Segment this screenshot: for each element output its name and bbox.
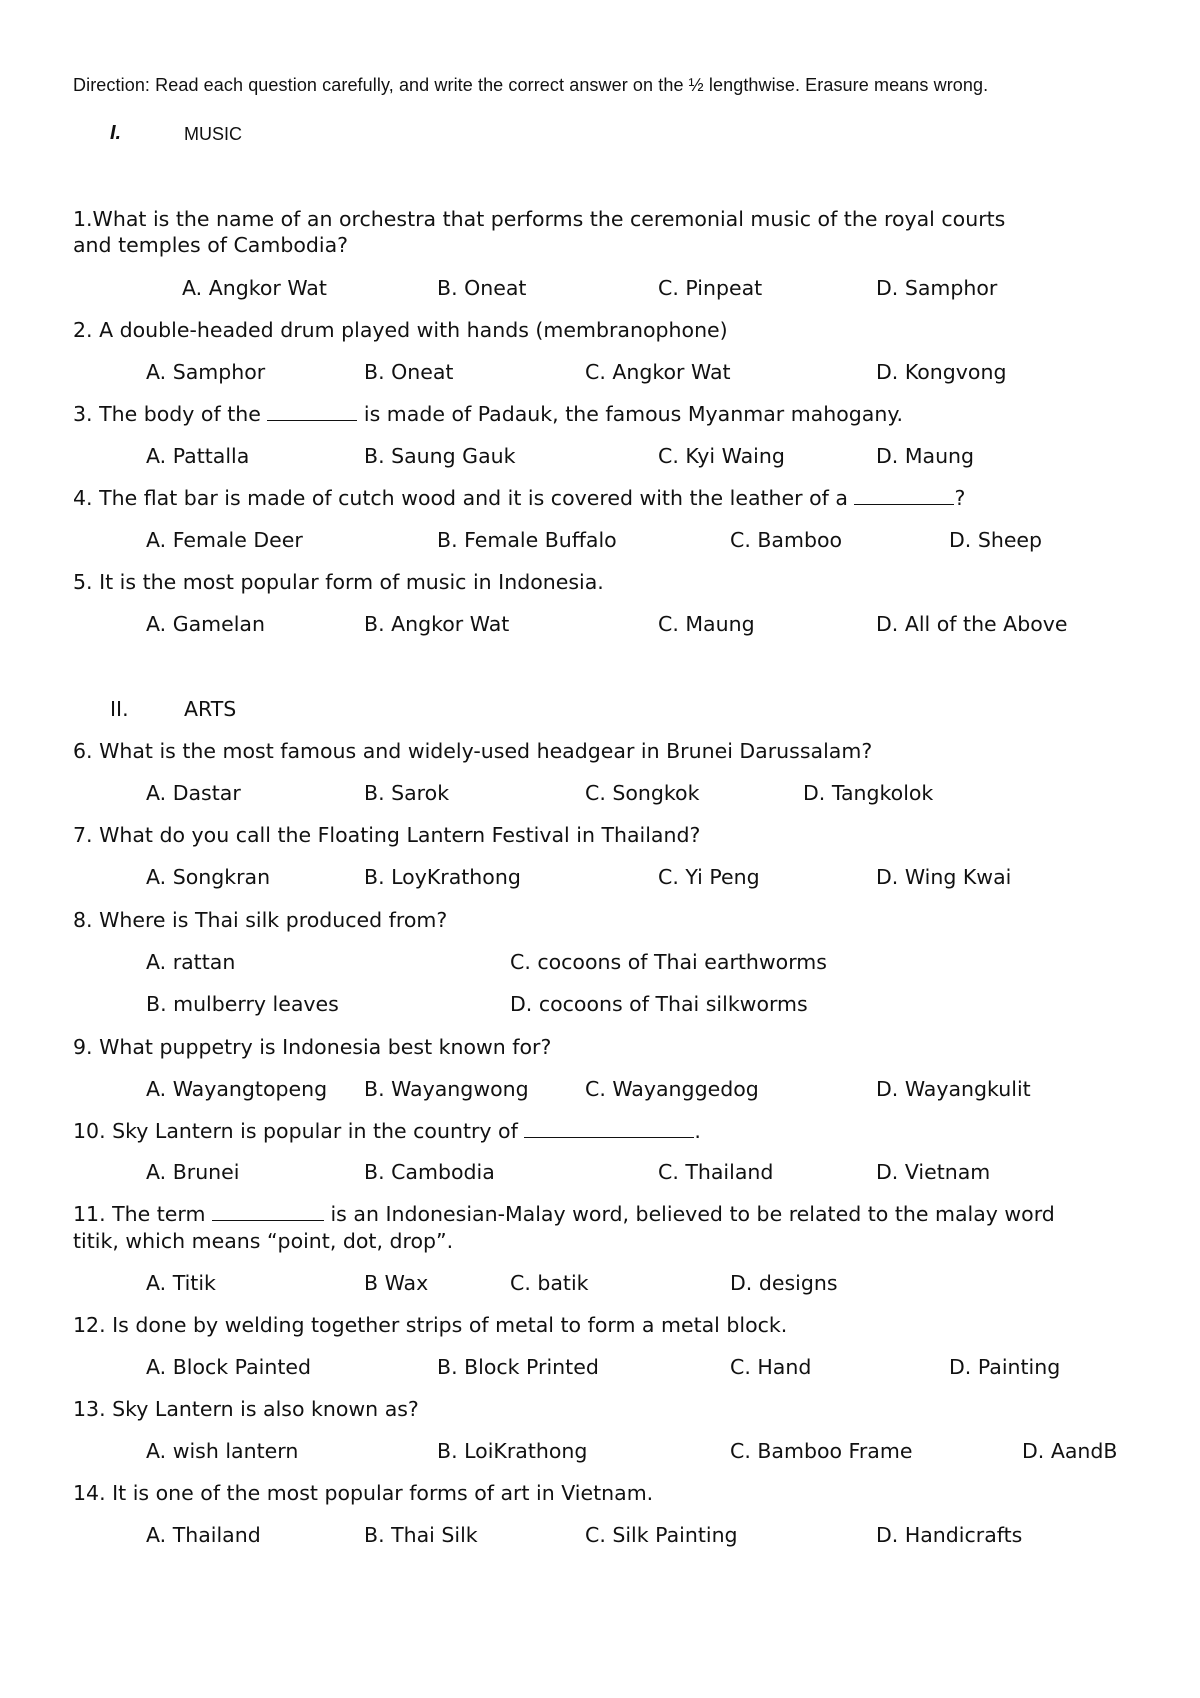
question-1-line-1: 1.What is the name of an orchestra that performs the ceremonial music of the royal courts <box>73 207 1006 231</box>
question-14: 14. It is one of the most popular forms of art in Vietnam. <box>73 1481 654 1505</box>
question-1-line-2: and temples of Cambodia? <box>73 233 349 257</box>
question-8: 8. Where is Thai silk produced from? <box>73 908 448 932</box>
q5-option-a: A. Gamelan <box>146 612 265 636</box>
answer-blank <box>854 503 954 505</box>
q1-option-c: C. Pinpeat <box>658 276 763 300</box>
q14-option-c: C. Silk Painting <box>585 1523 738 1547</box>
q10-option-b: B. Cambodia <box>364 1160 495 1184</box>
section-title-arts: ARTS <box>184 697 237 721</box>
question-3-pre: 3. The body of the <box>73 402 268 426</box>
q10-option-d: D. Vietnam <box>876 1160 991 1184</box>
q9-option-d: D. Wayangkulit <box>876 1077 1031 1101</box>
question-10-post: . <box>694 1119 701 1143</box>
q3-option-c: C. Kyi Waing <box>658 444 785 468</box>
question-4-post: ? <box>954 486 966 510</box>
q13-option-c: C. Bamboo Frame <box>730 1439 913 1463</box>
q2-option-d: D. Kongvong <box>876 360 1007 384</box>
question-3 <box>73 402 903 426</box>
q6-option-d: D. Tangkolok <box>803 781 934 805</box>
section-title-music: MUSIC <box>184 124 242 144</box>
q4-option-a: A. Female Deer <box>146 528 303 552</box>
q5-option-b: B. Angkor Wat <box>364 612 510 636</box>
q7-option-b: B. LoyKrathong <box>364 865 521 889</box>
q12-option-c: C. Hand <box>730 1355 812 1379</box>
q6-option-a: A. Dastar <box>146 781 241 805</box>
q13-option-d: D. AandB <box>1022 1439 1118 1463</box>
question-9: 9. What puppetry is Indonesia best known for? <box>73 1035 552 1059</box>
q8-option-d: D. cocoons of Thai silkworms <box>510 992 808 1016</box>
direction-text: Direction: Read each question carefully, and write the correct answer on the ½ lengthwise. Erasure means wrong. <box>73 75 989 95</box>
question-10 <box>73 1119 701 1143</box>
q13-option-a: A. wish lantern <box>146 1439 299 1463</box>
q4-option-d: D. Sheep <box>949 528 1043 552</box>
question-10-pre: 10. Sky Lantern is popular in the country of <box>73 1119 525 1143</box>
answer-blank <box>267 419 357 421</box>
answer-blank <box>212 1219 324 1221</box>
q5-option-c: C. Maung <box>658 612 755 636</box>
question-2: 2. A double-headed drum played with hands (membranophone) <box>73 318 728 342</box>
q8-option-b: B. mulberry leaves <box>146 992 339 1016</box>
section-numeral-arts: II. <box>110 697 129 721</box>
q12-option-d: D. Painting <box>949 1355 1061 1379</box>
q7-option-d: D. Wing Kwai <box>876 865 1012 889</box>
q10-option-a: A. Brunei <box>146 1160 240 1184</box>
q9-option-c: C. Wayanggedog <box>585 1077 759 1101</box>
q3-option-d: D. Maung <box>876 444 975 468</box>
q1-option-d: D. Samphor <box>876 276 998 300</box>
q9-option-b: B. Wayangwong <box>364 1077 529 1101</box>
question-11-line-2: titik, which means “point, dot, drop”. <box>73 1229 454 1253</box>
question-6: 6. What is the most famous and widely-used headgear in Brunei Darussalam? <box>73 739 873 763</box>
q7-option-a: A. Songkran <box>146 865 271 889</box>
question-4 <box>73 486 965 510</box>
q1-option-b: B. Oneat <box>437 276 527 300</box>
q3-option-a: A. Pattalla <box>146 444 250 468</box>
q2-option-c: C. Angkor Wat <box>585 360 731 384</box>
q12-option-a: A. Block Painted <box>146 1355 312 1379</box>
q8-option-a: A. rattan <box>146 950 236 974</box>
q3-option-b: B. Saung Gauk <box>364 444 516 468</box>
question-7: 7. What do you call the Floating Lantern Festival in Thailand? <box>73 823 701 847</box>
q12-option-b: B. Block Printed <box>437 1355 599 1379</box>
q14-option-a: A. Thailand <box>146 1523 261 1547</box>
question-13: 13. Sky Lantern is also known as? <box>73 1397 419 1421</box>
answer-blank <box>524 1136 694 1138</box>
section-numeral-music: I. <box>110 122 122 144</box>
q6-option-b: B. Sarok <box>364 781 450 805</box>
q14-option-b: B. Thai Silk <box>364 1523 478 1547</box>
q4-option-c: C. Bamboo <box>730 528 843 552</box>
question-4-pre: 4. The flat bar is made of cutch wood and it is covered with the leather of a <box>73 486 855 510</box>
q13-option-b: B. LoiKrathong <box>437 1439 588 1463</box>
q7-option-c: C. Yi Peng <box>658 865 760 889</box>
question-3-post: is made of Padauk, the famous Myanmar mahogany. <box>357 402 904 426</box>
question-5: 5. It is the most popular form of music in Indonesia. <box>73 570 604 594</box>
q4-option-b: B. Female Buffalo <box>437 528 617 552</box>
question-11-pre: 11. The term <box>73 1202 212 1226</box>
q2-option-a: A. Samphor <box>146 360 266 384</box>
question-11-post: is an Indonesian-Malay word, believed to be related to the malay word <box>323 1202 1055 1226</box>
q11-option-a: A. Titik <box>146 1271 216 1295</box>
question-12: 12. Is done by welding together strips of metal to form a metal block. <box>73 1313 788 1337</box>
q9-option-a: A. Wayangtopeng <box>146 1077 328 1101</box>
q11-option-b: B Wax <box>364 1271 429 1295</box>
q2-option-b: B. Oneat <box>364 360 454 384</box>
q1-option-a: A. Angkor Wat <box>182 276 327 300</box>
q10-option-c: C. Thailand <box>658 1160 774 1184</box>
q14-option-d: D. Handicrafts <box>876 1523 1023 1547</box>
q5-option-d: D. All of the Above <box>876 612 1068 636</box>
q11-option-d: D. designs <box>730 1271 838 1295</box>
q11-option-c: C. batik <box>510 1271 589 1295</box>
q8-option-c: C. cocoons of Thai earthworms <box>510 950 827 974</box>
question-11-line-1 <box>73 1202 1055 1226</box>
q6-option-c: C. Songkok <box>585 781 700 805</box>
